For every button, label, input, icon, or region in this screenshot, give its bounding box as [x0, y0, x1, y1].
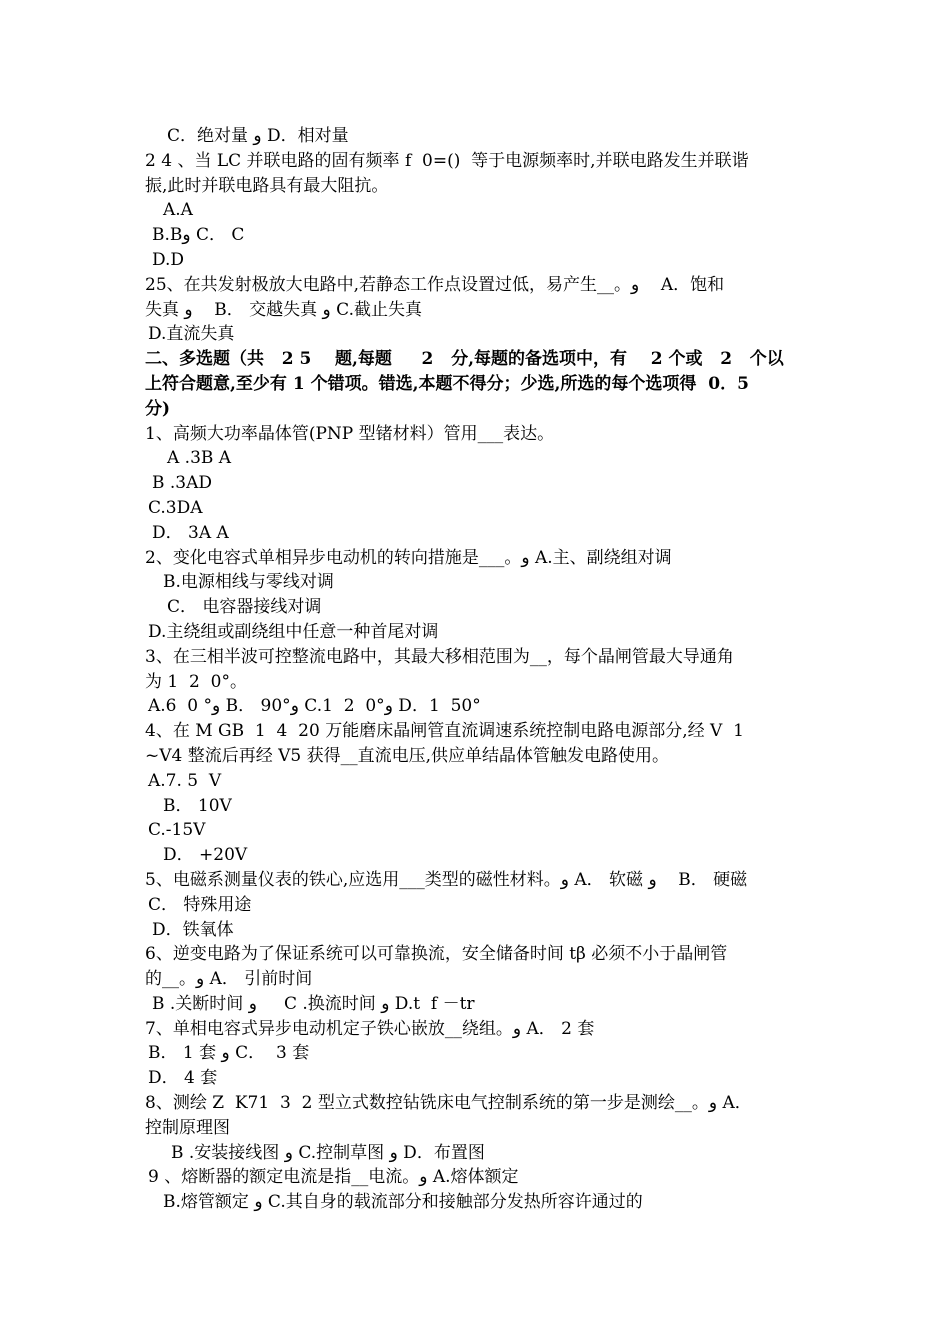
question-25-cont: 失真 و B． 交越失真 و C.截止失真: [145, 299, 422, 320]
question-m4-cont: ~V4 整流后再经 V5 获得__直流电压,供应单结晶体管触发电路使用。: [145, 745, 670, 766]
option-line: D． 4 套: [148, 1068, 218, 1089]
option-line: D.直流失真: [148, 324, 235, 345]
option-line: B． 10V: [163, 795, 232, 816]
question-m2: 2、变化电容式单相异步电动机的转向措施是___。و A.主、副绕组对调: [145, 547, 672, 568]
option-line: A.7. 5 V: [148, 770, 222, 791]
question-m8: 8、测绘 Z K71 3 2 型立式数控钻铣床电气控制系统的第一步是测绘__。و A．: [145, 1093, 752, 1114]
option-line: C.-15V: [148, 820, 206, 841]
question-m3: 3、在三相半波可控整流电路中，其最大移相范围为__，每个晶闸管最大导通角: [145, 646, 734, 667]
option-line: B． 1 套 و C． 3 套: [148, 1043, 310, 1064]
option-line: A.A: [163, 200, 193, 221]
option-line: D． +20V: [163, 845, 248, 866]
question-24-cont: 振,此时并联电路具有最大阻抗。: [145, 175, 389, 196]
option-line: D．铁氧体: [152, 919, 234, 940]
option-line: C．绝对量 و D．相对量: [167, 126, 349, 146]
question-24: 2 4 、当 LC 并联电路的固有频率 f 0=() 等于电源频率时,并联电路发生并联谐: [145, 150, 749, 171]
option-line: B.Bو C． C: [152, 225, 245, 246]
question-m6: 6、逆变电路为了保证系统可以可靠换流，安全储备时间 tβ 必须不小于晶闸管: [145, 944, 728, 965]
question-m8-cont: 控制原理图: [145, 1117, 230, 1138]
question-25: 25、在共发射极放大电路中,若静态工作点设置过低，易产生__。و A．饱和: [145, 274, 725, 295]
option-line: A .3B A: [167, 448, 232, 469]
option-line: B .安装接线图 و C.控制草图 و D．布置图: [171, 1142, 485, 1163]
option-line: D.D: [152, 249, 185, 270]
option-line: C． 电容器接线对调: [167, 597, 322, 618]
section-heading-end: 分): [145, 398, 171, 419]
question-m1: 1、高频大功率晶体管(PNP 型锗材料）管用___表达。: [145, 423, 555, 444]
option-line: A.6 0 °و B． 90°و C.1 2 0°و D．1 50°: [148, 696, 481, 717]
option-line: B.电源相线与零线对调: [163, 572, 334, 593]
option-line: D． 3A A: [152, 522, 229, 543]
option-line: D.主绕组或副绕组中任意一种首尾对调: [148, 621, 439, 642]
question-m7: 7、单相电容式异步电动机定子铁心嵌放__绕组。و A． 2 套: [145, 1018, 595, 1039]
question-m6-cont: 的__。و A． 引前时间: [145, 969, 313, 990]
section-heading-cont: 上符合题意,至少有 1 个错项。错选,本题不得分；少选,所选的每个选项得 0．5: [145, 373, 749, 394]
section-heading: 二、多选题（共 2 5 题,每题 2 分,每题的备选项中，有 2 个或 2 个以: [145, 349, 784, 370]
question-m3-cont: 为 1 2 0°。: [145, 671, 247, 692]
question-m4: 4、在 M GB 1 4 20 万能磨床晶闸管直流调速系统控制电路电源部分,经 V 1: [145, 721, 744, 742]
question-m9: 9 、熔断器的额定电流是指__电流。و A.熔体额定: [148, 1167, 519, 1188]
option-line: B .3AD: [152, 473, 213, 494]
option-line: C． 特殊用途: [148, 894, 252, 915]
option-line: B .关断时间 و C .换流时间 و D.t f －tr: [152, 993, 475, 1014]
question-m5: 5、电磁系测量仪表的铁心,应选用___类型的磁性材料。و A． 软磁 و B． 硬磁: [145, 869, 748, 890]
document-page: [145, 124, 809, 1215]
option-line: B.熔管额定 و C.其自身的载流部分和接触部分发热所容许通过的: [163, 1192, 643, 1213]
option-line: C.3DA: [148, 497, 203, 518]
